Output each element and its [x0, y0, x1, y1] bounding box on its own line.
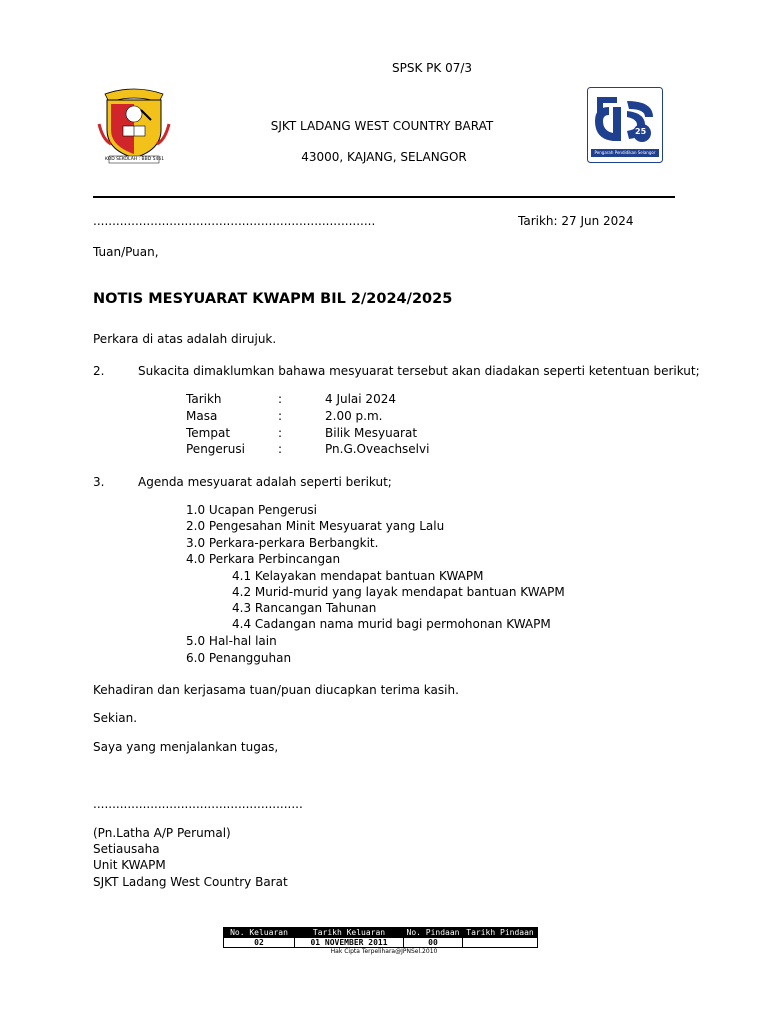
para2-number: 2. [93, 364, 105, 378]
agenda-item [186, 535, 378, 551]
agenda-num: 5.0 [186, 634, 206, 648]
agenda-text: Cadangan nama murid bagi permohonan KWAPM [254, 617, 551, 631]
agenda-item [186, 650, 291, 666]
closing-text: Kehadiran dan kerjasama tuan/puan diucapkan terima kasih. [93, 683, 459, 697]
detail-sep: : [278, 409, 283, 423]
agenda-subitem [232, 584, 565, 600]
agenda-text: Ucapan Pengerusi [208, 503, 317, 517]
para2-text: Sukacita dimaklumkan bahawa mesyuarat tersebut akan diadakan seperti ketentuan berikut; [138, 364, 700, 378]
agenda-item [186, 633, 277, 649]
detail-label-venue: Tempat [186, 426, 231, 440]
agenda-text: Hal-hal lain [208, 634, 277, 648]
col-header: Tarikh Keluaran [295, 928, 404, 938]
signatory-unit: Unit KWAPM [93, 858, 166, 872]
agenda-subitem [232, 616, 551, 632]
agenda-item [186, 551, 340, 567]
col-header: No. Pindaan [404, 928, 463, 938]
letter-date: Tarikh: 27 Jun 2024 [518, 214, 634, 228]
signatory-position: Setiausaha [93, 842, 160, 856]
detail-value-date: 4 Julai 2024 [325, 392, 396, 406]
duty-text: Saya yang menjalankan tugas, [93, 740, 279, 754]
agenda-num: 4.0 [186, 552, 206, 566]
agenda-text: Perkara Perbincangan [208, 552, 341, 566]
col-header: Tarikh Pindaan [463, 928, 538, 938]
agenda-text: Perkara-perkara Berbangkit. [208, 536, 379, 550]
agenda-num: 4.2 [232, 585, 252, 599]
agenda-num: 3.0 [186, 536, 206, 550]
para3-number: 3. [93, 475, 105, 489]
school-name: SJKT LADANG WEST COUNTRY BARAT [270, 119, 494, 133]
intro-text: Perkara di atas adalah dirujuk. [93, 332, 277, 346]
agenda-item [186, 518, 444, 534]
school-code-text: KOD SEKOLAH : BBD 5461 [105, 157, 165, 162]
agenda-num: 4.4 [232, 617, 252, 631]
col-header: No. Keluaran [224, 928, 295, 938]
agenda-num: 4.1 [232, 569, 252, 583]
signatory-name: (Pn.Latha A/P Perumal) [93, 826, 231, 840]
detail-sep: : [278, 442, 283, 456]
agenda-subitem [232, 568, 483, 584]
agenda-item [186, 502, 317, 518]
cell-value: 01 NOVEMBER 2011 [295, 938, 404, 948]
agenda-text: Murid-murid yang layak mendapat bantuan KWAPM [254, 585, 565, 599]
logo-badge-number: 25 [635, 127, 647, 136]
detail-sep: : [278, 426, 283, 440]
agenda-subitem [232, 600, 376, 616]
document-control-table [223, 927, 538, 948]
notice-title: NOTIS MESYUARAT KWAPM BIL 2/2024/2025 [93, 291, 453, 307]
agenda-text: Kelayakan mendapat bantuan KWAPM [254, 569, 484, 583]
detail-value-venue: Bilik Mesyuarat [325, 426, 418, 440]
agenda-text: Penangguhan [208, 651, 292, 665]
detail-value-chair: Pn.G.Oveachselvi [325, 442, 430, 456]
agenda-num: 2.0 [186, 519, 206, 533]
agenda-num: 4.3 [232, 601, 252, 615]
detail-value-time: 2.00 p.m. [325, 409, 383, 423]
detail-label-date: Tarikh [186, 392, 222, 406]
copyright-text: Hak Cipta Terpelihara@JPNSel.2010 [330, 948, 438, 955]
jpn-logo-icon [587, 87, 663, 163]
recipient-line: .......................................................................... [93, 214, 376, 228]
cell-value: 02 [224, 938, 295, 948]
cell-value [463, 938, 538, 948]
logo-caption: Pengarah Pendidikan Selangor [594, 150, 656, 155]
agenda-num: 1.0 [186, 503, 206, 517]
signatory-school: SJKT Ladang West Country Barat [93, 875, 288, 889]
reference-code: SPSK PK 07/3 [392, 61, 473, 75]
school-address: 43000, KAJANG, SELANGOR [301, 150, 467, 164]
agenda-num: 6.0 [186, 651, 206, 665]
cell-value: 00 [404, 938, 463, 948]
agenda-text: Rancangan Tahunan [254, 601, 377, 615]
detail-label-chair: Pengerusi [186, 442, 245, 456]
header-divider [93, 196, 675, 198]
sekian-text: Sekian. [93, 711, 138, 725]
salutation: Tuan/Puan, [93, 245, 159, 259]
signature-line: ....................................................... [93, 797, 303, 811]
detail-sep: : [278, 392, 283, 406]
detail-label-time: Masa [186, 409, 218, 423]
para3-text: Agenda mesyuarat adalah seperti berikut; [138, 475, 392, 489]
agenda-text: Pengesahan Minit Mesyuarat yang Lalu [208, 519, 445, 533]
